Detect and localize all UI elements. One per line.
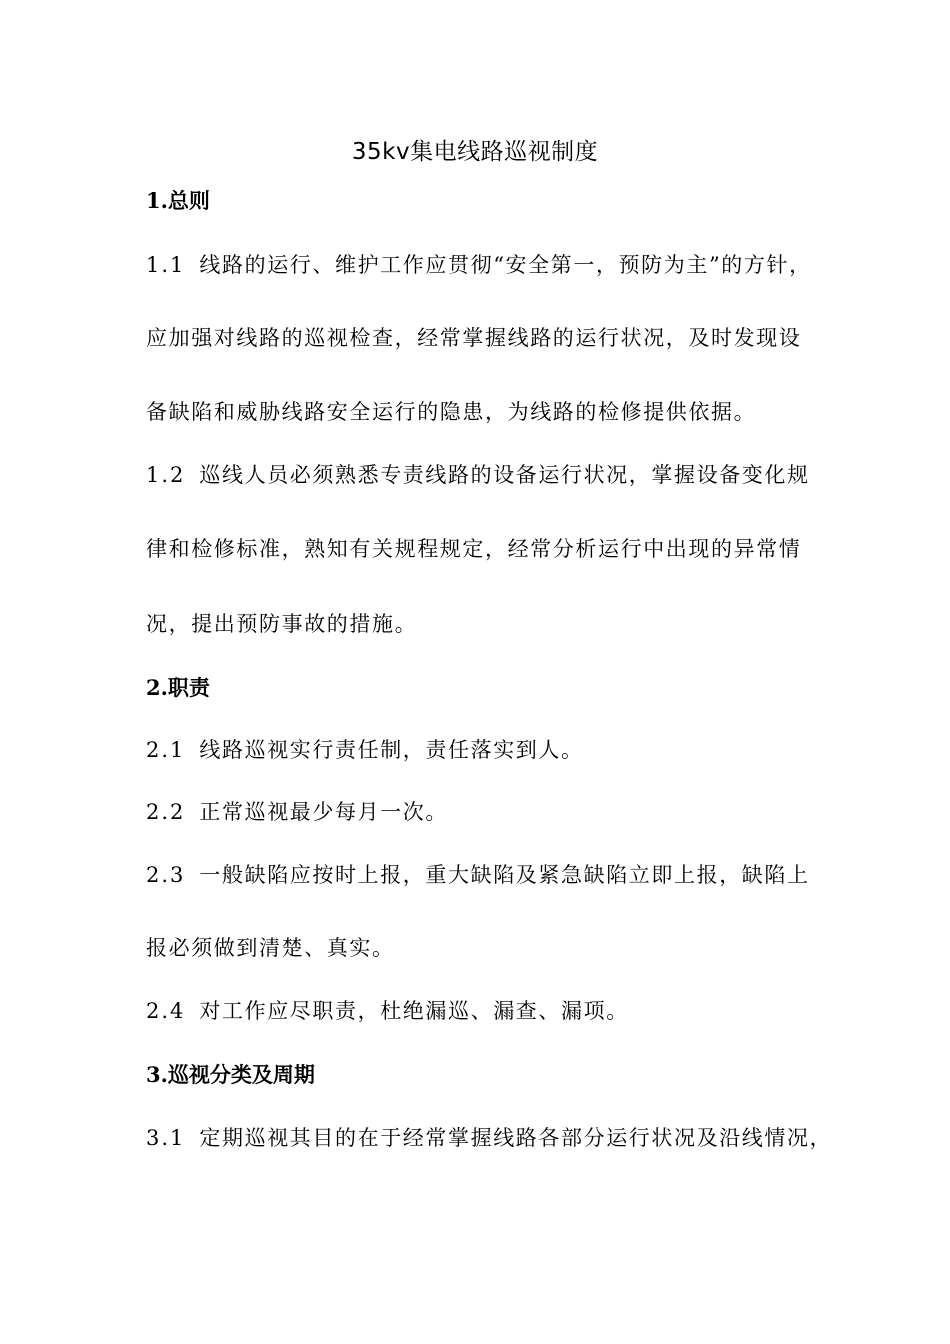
paragraph-line xyxy=(146,460,810,490)
clause-text: 线路巡视实行责任制，责任落实到人。 xyxy=(199,738,584,762)
section-heading-1: 1.总则 xyxy=(146,188,210,213)
section-heading-3: 3.巡视分类及周期 xyxy=(146,1062,315,1087)
clause-text: 线路的运行、维护工作应贯彻“安全第一，预防为主”的方针， xyxy=(199,253,812,277)
clause-number: 1.1 xyxy=(146,253,186,277)
clause-text: 报必须做到清楚、真实。 xyxy=(146,936,395,960)
paragraph-line xyxy=(146,860,810,890)
clause-text: 应加强对线路的巡视检查，经常掌握线路的运行状况，及时发现设 xyxy=(146,326,802,350)
paragraph-line xyxy=(146,1123,832,1153)
paragraph-line xyxy=(146,933,395,963)
clause-text: 况，提出预防事故的措施。 xyxy=(146,612,418,636)
paragraph-line xyxy=(146,735,584,765)
paragraph-line xyxy=(146,609,417,639)
clause-text: 备缺陷和威胁线路安全运行的隐患，为线路的检修提供依据。 xyxy=(146,400,757,424)
paragraph-line xyxy=(146,797,448,827)
clause-text: 巡线人员必须熟悉专责线路的设备运行状况，掌握设备变化规 xyxy=(199,463,810,487)
paragraph-line xyxy=(146,397,756,427)
clause-number: 2.4 xyxy=(146,999,186,1023)
clause-number: 3.1 xyxy=(146,1126,186,1150)
clause-number: 2.2 xyxy=(146,800,186,824)
clause-text: 正常巡视最少每月一次。 xyxy=(199,800,449,824)
clause-number: 2.3 xyxy=(146,863,186,887)
paragraph-line xyxy=(146,323,801,353)
clause-text: 律和检修标准，熟知有关规程规定，经常分析运行中出现的异常情 xyxy=(146,537,802,561)
paragraph-line xyxy=(146,534,801,564)
clause-text: 一般缺陷应按时上报，重大缺陷及紧急缺陷立即上报，缺陷上 xyxy=(199,863,810,887)
clause-number: 1.2 xyxy=(146,463,186,487)
section-heading-2: 2.职责 xyxy=(146,675,210,700)
clause-text: 定期巡视其目的在于经常掌握线路各部分运行状况及沿线情况， xyxy=(199,1126,833,1150)
clause-number: 2.1 xyxy=(146,738,186,762)
clause-text: 对工作应尽职责，杜绝漏巡、漏查、漏项。 xyxy=(199,999,629,1023)
paragraph-line xyxy=(146,250,812,280)
paragraph-line xyxy=(146,996,629,1026)
document-title: 35kv集电线路巡视制度 xyxy=(351,139,599,165)
